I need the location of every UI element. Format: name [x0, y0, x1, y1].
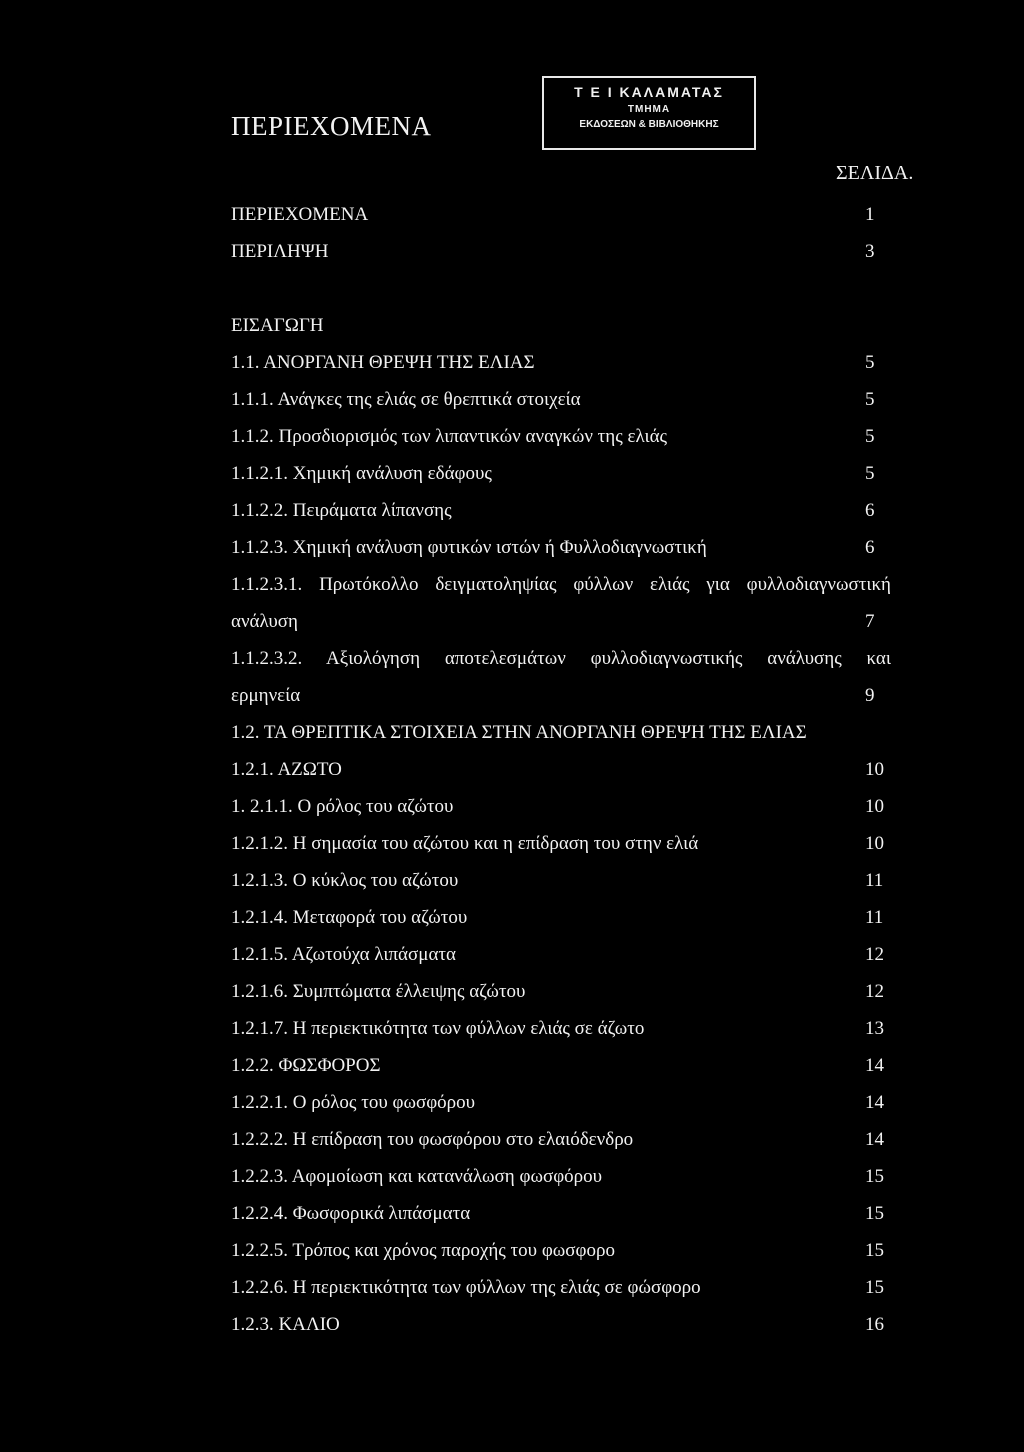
toc-entry-page: 15 — [865, 1166, 884, 1187]
page-title: ΠΕΡΙΕΧΟΜΕΝΑ — [231, 111, 432, 141]
stamp-line-department: ΤΜΗΜΑ — [627, 104, 671, 115]
toc-entry-page: 14 — [865, 1129, 884, 1150]
toc-entry-page: 9 — [865, 685, 875, 706]
toc-entry — [231, 418, 891, 455]
toc-entry-text: 1.1.2. Προσδιορισμός των λιπαντικών αναγκών της ελιάς — [231, 426, 668, 447]
toc-entry — [231, 196, 891, 233]
toc-entry-page: 3 — [865, 241, 875, 262]
toc-entry-page: 14 — [865, 1092, 884, 1113]
toc-entry-text: 1.2.1. ΑΖΩΤΟ — [231, 759, 342, 780]
toc-entry-text: 1.2.3. ΚΑΛΙΟ — [231, 1314, 340, 1335]
toc-entry — [231, 1306, 891, 1343]
toc-entry — [231, 1158, 891, 1195]
toc-entry — [231, 714, 891, 751]
toc-entry — [231, 1047, 891, 1084]
stamp-line-library: ΕΚΔΟΣΕΩΝ & ΒΙΒΛΙΟΘΗΚΗΣ — [579, 119, 719, 130]
toc-entry-page: 6 — [865, 537, 875, 558]
toc-entry-page: 11 — [865, 870, 884, 891]
toc-entry-text: 1.2.2.1. Ο ρόλος του φωσφόρου — [231, 1092, 476, 1113]
library-stamp — [542, 76, 756, 150]
toc-entry-page: 12 — [865, 981, 884, 1002]
toc-entry — [231, 1269, 891, 1306]
toc-entry-text: 1.2.2.4. Φωσφορικά λιπάσματα — [231, 1203, 471, 1224]
toc-entry-text: 1. 2.1.1. Ο ρόλος του αζώτου — [231, 796, 454, 817]
toc-entry-page: 11 — [865, 907, 884, 928]
toc-entry-page: 12 — [865, 944, 884, 965]
toc-entry-page: 5 — [865, 463, 875, 484]
toc-entry — [231, 1195, 891, 1232]
toc-entry-page: 10 — [865, 833, 884, 854]
toc-entry-page: 5 — [865, 426, 875, 447]
toc-entry-page: 5 — [865, 352, 875, 373]
page-column-label: ΣΕΛΙΔΑ. — [836, 162, 914, 184]
toc-entry-text: 1.1. ΑΝΟΡΓΑΝΗ ΘΡΕΨΗ ΤΗΣ ΕΛΙΑΣ — [231, 352, 535, 373]
toc-entry-page: 7 — [865, 611, 875, 632]
toc-entry — [231, 862, 891, 899]
toc-entry-page: 5 — [865, 389, 875, 410]
toc-entry — [231, 381, 891, 418]
toc-entry — [231, 233, 891, 270]
toc-entry-page: 6 — [865, 500, 875, 521]
toc-entry — [231, 640, 891, 677]
toc-entry-text: ανάλυση — [231, 611, 298, 632]
toc-entry-text: 1.2.1.5. Αζωτούχα λιπάσματα — [231, 944, 456, 965]
toc-entry-text: 1.2.2.2. Η επίδραση του φωσφόρου στο ελαιόδενδρο — [231, 1129, 634, 1150]
toc-entry — [231, 344, 891, 381]
toc-entry-text: ΕΙΣΑΓΩΓΗ — [231, 315, 324, 336]
toc-entry-text: 1.2. ΤΑ ΘΡΕΠΤΙΚΑ ΣΤΟΙΧΕΙΑ ΣΤΗΝ ΑΝΟΡΓΑΝΗ ΘΡΕΨΗ ΤΗΣ ΕΛΙΑΣ — [231, 722, 807, 743]
toc-entry — [231, 973, 891, 1010]
toc-entry — [231, 751, 891, 788]
toc-entry-text: ερμηνεία — [231, 685, 301, 706]
toc-entry-page: 14 — [865, 1055, 884, 1076]
toc-entry-text: 1.2.2.6. Η περιεκτικότητα των φύλλων της ελιάς σε φώσφορο — [231, 1277, 701, 1298]
toc-entry-text: 1.1.1. Ανάγκες της ελιάς σε θρεπτικά στοιχεία — [231, 389, 581, 410]
toc-entry — [231, 492, 891, 529]
toc-entry-text: 1.2.1.7. Η περιεκτικότητα των φύλλων ελιάς σε άζωτο — [231, 1018, 645, 1039]
toc-entry-text: ΠΕΡΙΛΗΨΗ — [231, 241, 329, 262]
toc-entry-text: 1.1.2.3.2. Αξιολόγηση αποτελεσμάτων φυλλοδιαγνωστικής ανάλυσης και — [231, 648, 891, 669]
toc-entry-text: 1.2.1.2. Η σημασία του αζώτου και η επίδραση του στην ελιά — [231, 833, 699, 854]
toc-entry-page: 10 — [865, 796, 884, 817]
toc-entry-text: 1.1.2.1. Χημική ανάλυση εδάφους — [231, 463, 492, 484]
toc-entry-text: 1.2.1.3. Ο κύκλος του αζώτου — [231, 870, 459, 891]
toc-entry-page: 1 — [865, 204, 875, 225]
toc-entry-page: 15 — [865, 1203, 884, 1224]
toc-entry-text: ΠΕΡΙΕΧΟΜΕΝΑ — [231, 204, 369, 225]
toc-entry-text: 1.1.2.3.1. Πρωτόκολλο δειγματοληψίας φύλλων ελιάς για φυλλοδιαγνωστική — [231, 574, 891, 595]
toc-entry — [231, 677, 891, 714]
toc-entry-text: 1.2.1.6. Συμπτώματα έλλειψης αζώτου — [231, 981, 526, 1002]
toc-entry — [231, 603, 891, 640]
toc-entry-text: 1.1.2.3. Χημική ανάλυση φυτικών ιστών ή Φυλλοδιαγνωστική — [231, 537, 707, 558]
toc-entry — [231, 899, 891, 936]
stamp-line-institution: Τ Ε Ι ΚΑΛΑΜΑΤΑΣ — [574, 84, 724, 100]
toc-entry-page: 13 — [865, 1018, 884, 1039]
toc-entry — [231, 825, 891, 862]
toc-entry — [231, 455, 891, 492]
toc-entry — [231, 1121, 891, 1158]
toc-entry — [231, 307, 891, 344]
toc-entry-text: 1.2.2.5. Τρόπος και χρόνος παροχής του φωσφορο — [231, 1240, 615, 1261]
toc-entry-text: 1.2.2.3. Αφομοίωση και κατανάλωση φωσφόρου — [231, 1166, 603, 1187]
toc-entry-page: 15 — [865, 1277, 884, 1298]
toc-entry — [231, 566, 891, 603]
toc-entry-text: 1.1.2.2. Πειράματα λίπανσης — [231, 500, 452, 521]
table-of-contents — [231, 196, 891, 1343]
toc-entry — [231, 936, 891, 973]
toc-entry — [231, 529, 891, 566]
toc-entry-text: 1.2.2. ΦΩΣΦΟΡΟΣ — [231, 1055, 381, 1076]
toc-entry-page: 16 — [865, 1314, 884, 1335]
toc-entry-text: 1.2.1.4. Μεταφορά του αζώτου — [231, 907, 468, 928]
toc-entry-page: 10 — [865, 759, 884, 780]
toc-entry — [231, 1232, 891, 1269]
toc-entry-page: 15 — [865, 1240, 884, 1261]
toc-entry — [231, 1010, 891, 1047]
toc-entry — [231, 788, 891, 825]
toc-entry — [231, 1084, 891, 1121]
